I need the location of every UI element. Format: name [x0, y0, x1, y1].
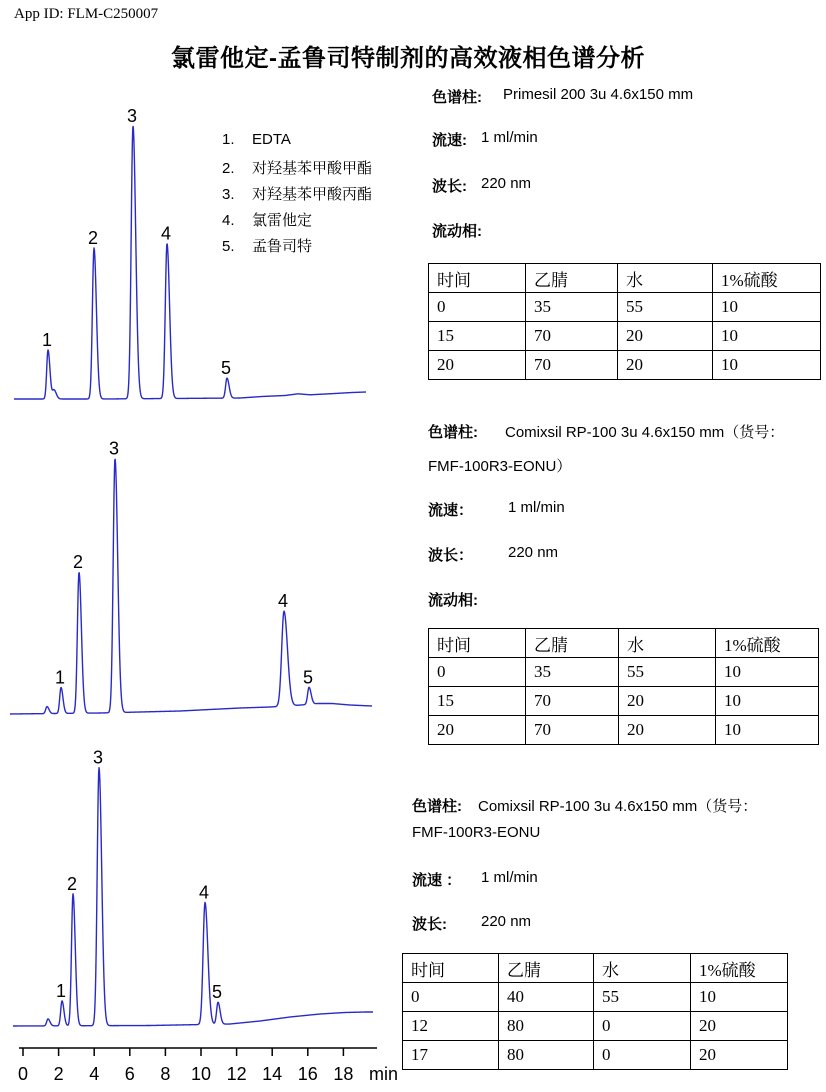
table-cell: 20 [691, 1041, 788, 1070]
table-header-cell: 时间 [429, 629, 526, 658]
legend-item-label: EDTA [252, 131, 291, 148]
legend-item-label: 氯雷他定 [252, 212, 313, 229]
method-2-wavelength-label: 波长： [428, 547, 474, 564]
table-cell: 20 [618, 322, 713, 351]
table-cell: 17 [403, 1041, 499, 1070]
x-axis-tick-label: 4 [89, 1064, 100, 1084]
table-header-cell: 1%硫酸 [691, 954, 788, 983]
mobile-phase-table-1 [428, 263, 821, 380]
chromatogram-1-peak-label-1: 1 [41, 330, 53, 350]
chromatogram-3-peak-label-4: 4 [198, 882, 210, 903]
legend-item-label: 孟鲁司特 [252, 238, 313, 255]
legend-item-number: 1. [222, 131, 235, 148]
mobile-phase-table-3 [402, 953, 788, 1070]
table-row [429, 293, 821, 322]
table-cell: 20 [429, 716, 526, 745]
method-3-wavelength-label: 波长: [412, 916, 447, 933]
method-2-column-line2: FMF-100R3-EONU） [428, 458, 572, 475]
chromatogram-2-peak-label-2: 2 [72, 552, 84, 573]
table-header-row [429, 264, 821, 293]
table-cell: 80 [499, 1012, 594, 1041]
table-header-cell: 水 [618, 264, 713, 293]
chromatogram-1-peak-label-5: 5 [220, 358, 232, 379]
method-3-column-line2: FMF-100R3-EONU [412, 824, 541, 841]
x-axis [18, 1048, 398, 1084]
chromatogram-2-peak-label-5: 5 [302, 667, 314, 688]
legend-item-label: 对羟基苯甲酸丙酯 [252, 186, 373, 203]
method-1-wavelength-label: 波长: [432, 178, 467, 195]
page-title: 氯雷他定-孟鲁司特制剂的高效液相色谱分析 [171, 45, 645, 72]
chromatogram-1-peak-label-2: 2 [87, 228, 99, 248]
table-header-row [403, 954, 788, 983]
table-cell: 70 [526, 322, 618, 351]
method-3-wavelength-value: 220 nm [481, 913, 532, 930]
x-axis-tick-label: 10 [190, 1064, 212, 1084]
table-cell: 35 [526, 658, 619, 687]
table-header-cell: 乙腈 [526, 264, 618, 293]
table-cell: 70 [526, 687, 619, 716]
chromatogram-3 [13, 748, 373, 1026]
method-3-column-value: Comixsil RP-100 3u 4.6x150 mm（货号： [478, 798, 758, 815]
table-row [403, 1012, 788, 1041]
x-axis-tick-label: 6 [124, 1064, 135, 1084]
method-1-flow-label: 流速: [432, 132, 467, 149]
chromatogram-2-peak-label-4: 4 [277, 591, 289, 612]
table-header-cell: 1%硫酸 [713, 264, 821, 293]
x-axis-tick-label: 12 [226, 1064, 247, 1084]
table-cell: 40 [499, 983, 594, 1012]
table-header-cell: 乙腈 [526, 629, 619, 658]
table-cell: 10 [716, 687, 819, 716]
method-1-column-label: 色谱柱: [432, 89, 482, 106]
legend-item-number: 5. [222, 238, 235, 255]
table-cell: 20 [619, 716, 716, 745]
method-2-wavelength-value: 220 nm [508, 544, 559, 561]
table-row [429, 658, 819, 687]
table-cell: 10 [716, 716, 819, 745]
table-cell: 10 [713, 293, 821, 322]
table-cell: 10 [691, 983, 788, 1012]
table-cell: 80 [499, 1041, 594, 1070]
method-1-mobile-phase-label: 流动相: [432, 223, 482, 240]
method-3-column-label: 色谱柱: [412, 798, 462, 815]
legend-item-4 [222, 209, 312, 230]
table-cell: 15 [429, 322, 526, 351]
table-cell: 0 [594, 1041, 691, 1070]
table-cell: 20 [619, 687, 716, 716]
table-header-cell: 水 [619, 629, 716, 658]
legend-item-number: 3. [222, 186, 235, 203]
table-cell: 20 [618, 351, 713, 380]
table-row [429, 687, 819, 716]
table-header-cell: 1%硫酸 [716, 629, 819, 658]
table-cell: 10 [713, 322, 821, 351]
table-cell: 12 [403, 1012, 499, 1041]
legend-item-number: 4. [222, 212, 235, 229]
table-header-cell: 乙腈 [499, 954, 594, 983]
table-cell: 0 [594, 1012, 691, 1041]
method-2-flow-value: 1 ml/min [508, 499, 565, 516]
table-header-cell: 水 [594, 954, 691, 983]
method-3-flow-value: 1 ml/min [481, 869, 538, 886]
table-cell: 15 [429, 687, 526, 716]
table-cell: 35 [526, 293, 618, 322]
table-cell: 55 [594, 983, 691, 1012]
method-2-column-value: Comixsil RP-100 3u 4.6x150 mm（货号： [505, 424, 785, 441]
x-axis-tick-label: 8 [160, 1064, 171, 1084]
table-row [429, 716, 819, 745]
legend-item-2 [222, 157, 372, 178]
chromatogram-2-peak-label-1: 1 [54, 667, 66, 688]
method-1-wavelength-value: 220 nm [481, 175, 532, 192]
table-cell: 10 [713, 351, 821, 380]
table-row [429, 322, 821, 351]
table-cell: 70 [526, 351, 618, 380]
method-1-flow-value: 1 ml/min [481, 129, 538, 146]
table-cell: 55 [618, 293, 713, 322]
table-cell: 20 [691, 1012, 788, 1041]
table-cell: 70 [526, 716, 619, 745]
x-axis-tick-label: 14 [262, 1064, 283, 1084]
table-cell: 20 [429, 351, 526, 380]
legend-item-1 [222, 131, 291, 148]
chromatogram-1-peak-label-4: 4 [160, 223, 172, 244]
method-2-flow-label: 流速： [428, 502, 474, 519]
chromatogram-1-peak-label-3: 3 [126, 105, 138, 126]
x-axis-tick-label: 2 [53, 1064, 64, 1084]
table-cell: 0 [429, 293, 526, 322]
chromatogram-3-peak-label-5: 5 [211, 982, 223, 1003]
method-2-mobile-phase-label: 流动相: [428, 592, 478, 609]
table-row [403, 983, 788, 1012]
mobile-phase-table-2 [428, 628, 819, 745]
chromatogram-3-peak-label-3: 3 [92, 747, 104, 768]
legend-item-label: 对羟基苯甲酸甲酯 [252, 160, 373, 177]
table-cell: 55 [619, 658, 716, 687]
app-id: App ID: FLM-C250007 [14, 6, 159, 22]
method-2-column-label: 色谱柱: [428, 424, 478, 441]
x-axis-tick-label: 16 [297, 1064, 318, 1084]
table-header-cell: 时间 [403, 954, 499, 983]
table-cell: 10 [716, 658, 819, 687]
table-row [403, 1041, 788, 1070]
chromatogram-3-peak-label-1: 1 [55, 980, 67, 1001]
x-axis-unit-label: min [369, 1064, 399, 1084]
chromatogram-2-peak-label-3: 3 [108, 438, 120, 459]
chromatogram-3-peak-label-2: 2 [66, 873, 78, 894]
x-axis-tick-label: 0 [17, 1064, 29, 1084]
chromatogram-2 [10, 439, 372, 714]
chromatogram-1 [14, 106, 366, 399]
table-header-cell: 时间 [429, 264, 526, 293]
x-axis-tick-label: 18 [333, 1064, 354, 1084]
method-3-flow-label: 流速 ： [412, 872, 462, 889]
table-row [429, 351, 821, 380]
table-cell: 0 [429, 658, 526, 687]
legend-item-3 [222, 183, 372, 204]
table-cell: 0 [403, 983, 499, 1012]
method-1-column-value: Primesil 200 3u 4.6x150 mm [503, 86, 694, 103]
chromatogram-3-trace [13, 768, 373, 1026]
table-header-row [429, 629, 819, 658]
legend-item-5 [222, 235, 312, 256]
legend-item-number: 2. [222, 160, 235, 177]
